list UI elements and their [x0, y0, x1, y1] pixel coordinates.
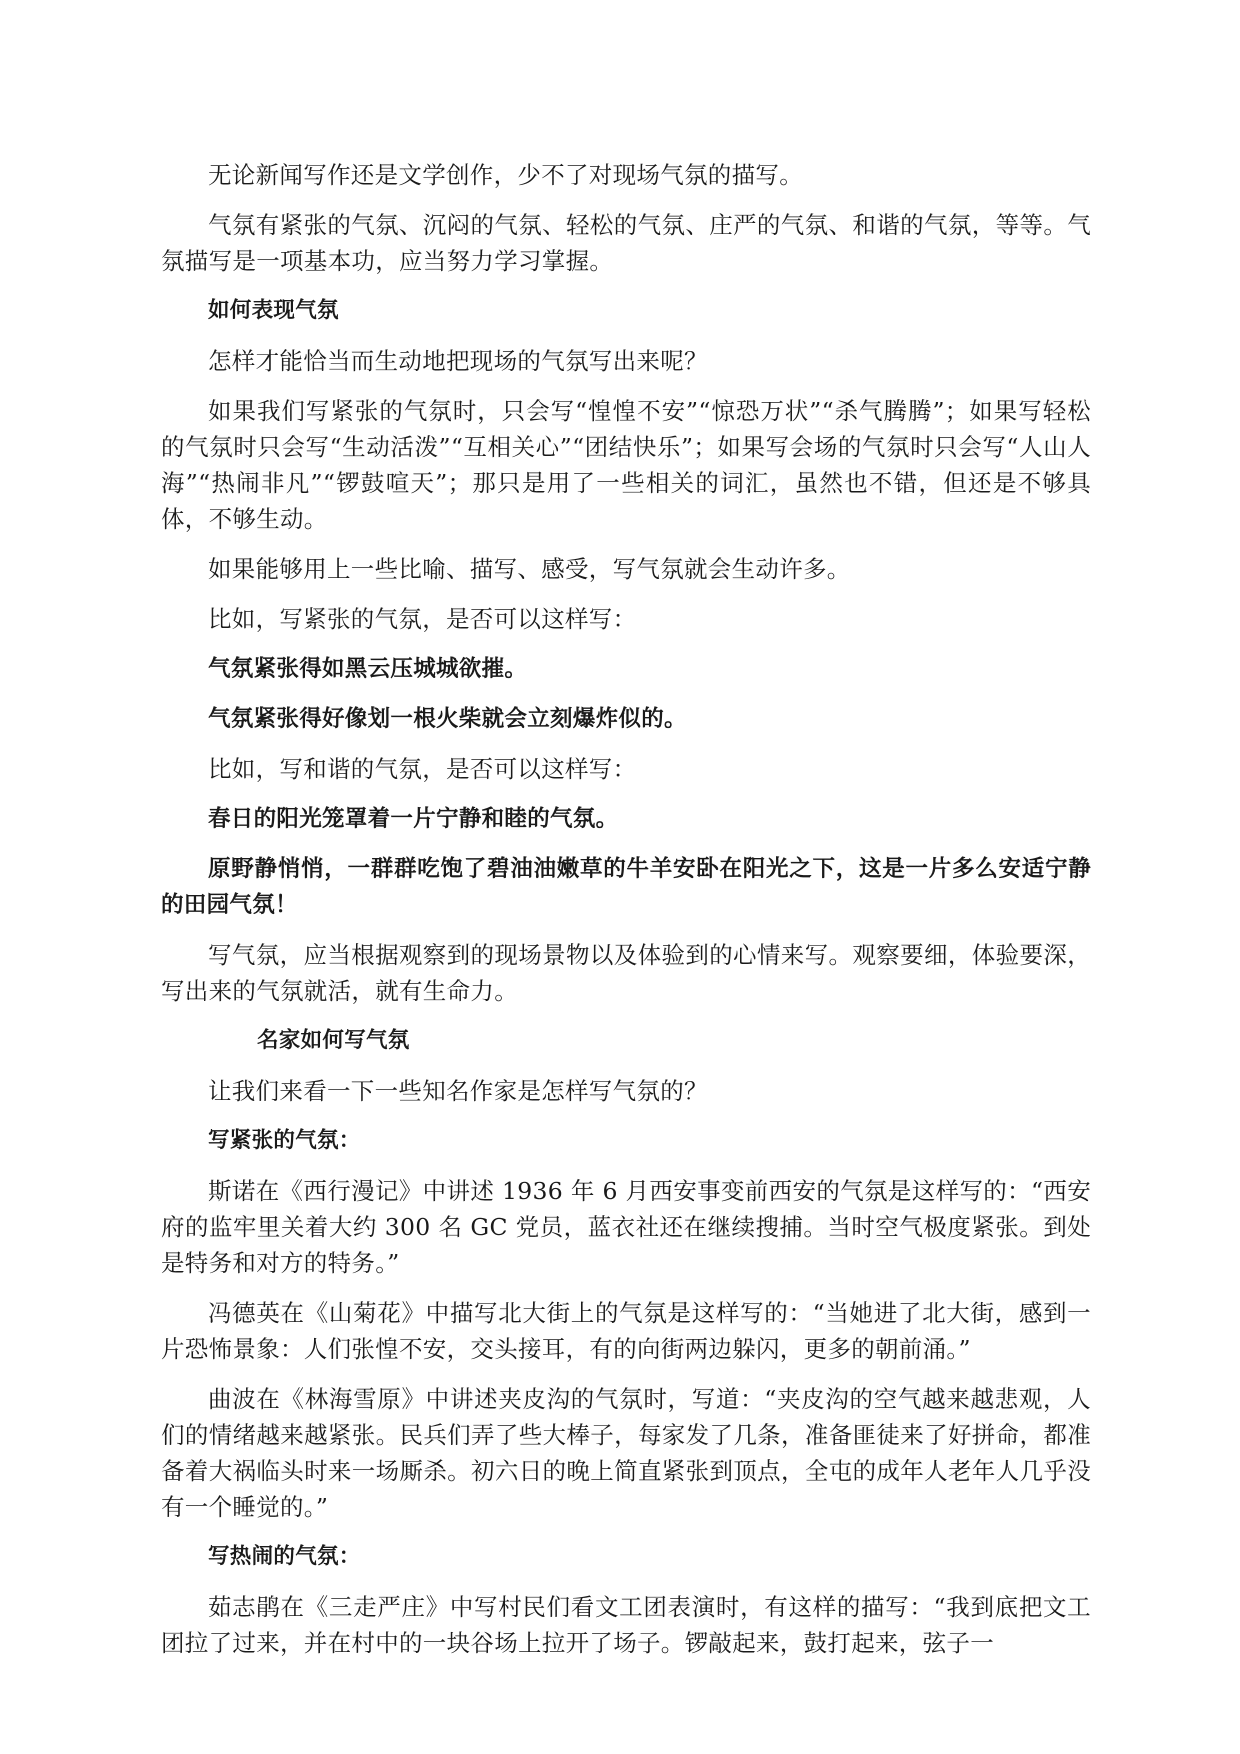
- paragraph-snow: 斯诺在《西行漫记》中讲述 1936 年 6 月西安事变前西安的气氛是这样写的：“西安府的监牢里关着大约 300 名 GC 党员，蓝衣社还在继续搜捕。当时空气极度紧张。到处是特务和对方的特务。”: [161, 1177, 1091, 1277]
- paragraph-observation: 写气氛，应当根据观察到的现场景物以及体验到的心情来写。观察要细，体验要深，写出来的气氛就活，就有生命力。: [161, 941, 1091, 1005]
- paragraph-ru-zhijuan: 茹志鹃在《三走严庄》中写村民们看文工团表演时，有这样的描写：“我到底把文工团拉了过来，并在村中的一块谷场上拉开了场子。锣敲起来，鼓打起来，弦子一: [161, 1593, 1091, 1657]
- paragraph-question: 怎样才能恰当而生动地把现场的气氛写出来呢？: [208, 347, 708, 375]
- section-heading-how-to-express: 如何表现气氛: [208, 298, 339, 323]
- paragraph-example-harmony-intro: 比如，写和谐的气氛，是否可以这样写：: [208, 755, 637, 783]
- example-harmony-1: 春日的阳光笼罩着一片宁静和睦的气氛。: [208, 806, 619, 832]
- document-body: [161, 157, 1091, 1675]
- example-tense-1: 气氛紧张得如黑云压城城欲摧。: [208, 656, 528, 682]
- example-harmony-2: 原野静悄悄，一群群吃饱了碧油油嫩草的牛羊安卧在阳光之下，这是一片多么安适宁静的田园气氛！: [161, 856, 1091, 918]
- subheading-tense: 写紧张的气氛：: [208, 1128, 361, 1153]
- subheading-lively: 写热闹的气氛：: [208, 1544, 361, 1569]
- example-tense-2: 气氛紧张得好像划一根火柴就会立刻爆炸似的。: [208, 706, 687, 732]
- paragraph-metaphor: 如果能够用上一些比喻、描写、感受，写气氛就会生动许多。: [208, 555, 851, 583]
- paragraph-example-tense-intro: 比如，写紧张的气氛，是否可以这样写：: [208, 605, 637, 633]
- paragraph-qu-bo: 曲波在《林海雪原》中讲述夹皮沟的气氛时，写道：“夹皮沟的空气越来越悲观，人们的情绪越来越紧张。民兵们弄了些大棒子，每家发了几条，准备匪徒来了好拼命，都准备着大祸临头时来一场厮杀。初六日的晚上简直紧张到顶点，全屯的成年人老年人几乎没有一个睡觉的。”: [161, 1385, 1091, 1521]
- paragraph-vocabulary: 如果我们写紧张的气氛时，只会写“惶惶不安”“惊恐万状”“杀气腾腾”；如果写轻松的气氛时只会写“生动活泼”“互相关心”“团结快乐”；如果写会场的气氛时只会写“人山人海”“热闹非凡”“锣鼓喧天”；那只是用了一些相关的词汇，虽然也不错，但还是不够具体，不够生动。: [161, 397, 1091, 533]
- paragraph-writers-intro: 让我们来看一下一些知名作家是怎样写气氛的？: [208, 1077, 708, 1105]
- section-heading-famous-writers: 名家如何写气氛: [257, 1028, 410, 1053]
- paragraph-feng-deying: 冯德英在《山菊花》中描写北大街上的气氛是这样写的：“当她进了北大街，感到一片恐怖景象：人们张惶不安，交头接耳，有的向街两边躲闪，更多的朝前涌。”: [161, 1299, 1091, 1363]
- paragraph-atmosphere-types: 气氛有紧张的气氛、沉闷的气氛、轻松的气氛、庄严的气氛、和谐的气氛，等等。气氛描写是一项基本功，应当努力学习掌握。: [161, 211, 1091, 275]
- paragraph-intro: 无论新闻写作还是文学创作，少不了对现场气氛的描写。: [208, 161, 803, 189]
